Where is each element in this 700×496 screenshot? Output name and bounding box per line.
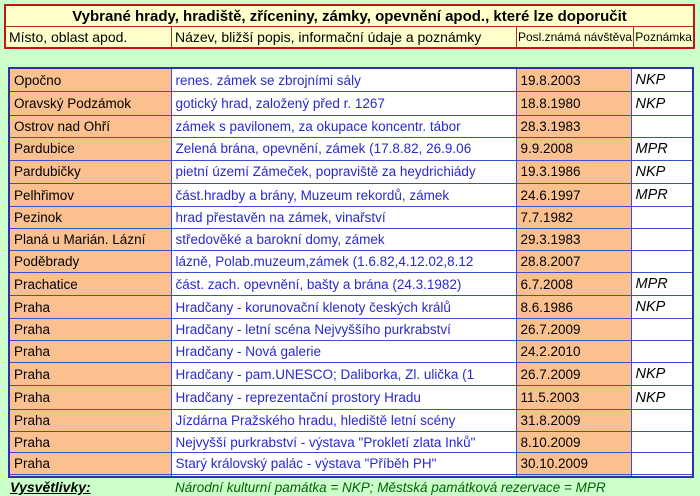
legend-text: Národní kulturní památka = NKP; Městská památková rezervace = MPR <box>175 480 606 495</box>
place-cell: Oravský Podzámok <box>9 92 171 115</box>
column-header-description: Název, bližší popis, informační údaje a poznámky <box>171 27 516 49</box>
description-cell: renes. zámek se zbrojními sály <box>171 68 516 92</box>
table-row <box>9 386 693 409</box>
table-row <box>9 453 693 475</box>
place-cell: Pezinok <box>9 207 171 229</box>
description-cell: zámek s pavilonem, za okupace koncentr. tábor <box>171 115 516 137</box>
note-cell: MPR <box>631 272 693 295</box>
visit-date-cell: 26.7.2009 <box>516 363 631 386</box>
description-cell: část.hradby a brány, Muzeum rekordů, zámek <box>171 184 516 207</box>
table-row <box>9 363 693 386</box>
visit-date-cell: 28.8.2007 <box>516 251 631 273</box>
place-cell: Praha <box>9 363 171 386</box>
title-table <box>4 4 695 49</box>
place-cell: Praha <box>9 296 171 319</box>
table-row <box>9 92 693 115</box>
visit-date-cell: 18.8.1980 <box>516 92 631 115</box>
column-header-note: Poznámka <box>634 27 694 49</box>
note-cell: NKP <box>631 160 693 183</box>
note-cell <box>631 251 693 273</box>
visit-date-cell: 8.6.1986 <box>516 296 631 319</box>
place-cell: Praha <box>9 453 171 475</box>
visit-date-cell <box>516 475 631 477</box>
description-cell: středověké a barokní domy, zámek <box>171 229 516 251</box>
note-cell: NKP <box>631 296 693 319</box>
place-cell: Ostrov nad Ohří <box>9 115 171 137</box>
place-cell: Planá u Marián. Lázní <box>9 229 171 251</box>
place-cell: Praha <box>9 386 171 409</box>
note-cell <box>631 207 693 229</box>
note-cell <box>631 319 693 341</box>
table-row <box>9 184 693 207</box>
description-cell: Hradčany - korunovační klenoty českých králů <box>171 296 516 319</box>
table-row <box>9 319 693 341</box>
description-cell: hrad přestavěn na zámek, vinařství <box>171 207 516 229</box>
place-cell: Pardubičky <box>9 160 171 183</box>
visit-date-cell: 30.10.2009 <box>516 453 631 475</box>
description-cell: Nejvyšší purkrabství - výstava "Prokletí zlata Inků" <box>171 431 516 453</box>
table-row <box>9 160 693 183</box>
place-cell: Pelhřimov <box>9 184 171 207</box>
note-cell <box>631 431 693 453</box>
place-cell: Pardubice <box>9 137 171 160</box>
visit-date-cell: 7.7.1982 <box>516 207 631 229</box>
note-cell: MPR <box>631 137 693 160</box>
description-cell: pietní území Zámeček, popraviště za heydrichiády <box>171 160 516 183</box>
note-cell: MPR <box>631 184 693 207</box>
castle-table <box>8 67 694 478</box>
table-row <box>9 251 693 273</box>
visit-date-cell: 31.8.2009 <box>516 409 631 431</box>
table-row <box>9 475 693 477</box>
place-cell: Praha <box>9 319 171 341</box>
visit-date-cell: 19.3.1986 <box>516 160 631 183</box>
description-cell: Jízdárna Pražského hradu, hlediště letní scény <box>171 409 516 431</box>
castle-table-body <box>9 68 693 477</box>
place-cell: Poděbrady <box>9 251 171 273</box>
title-row <box>5 5 694 27</box>
table-row <box>9 115 693 137</box>
column-header-last-visit: Posl.známá návštěva <box>516 27 633 49</box>
table-row <box>9 272 693 295</box>
table-row <box>9 431 693 453</box>
note-cell <box>631 475 693 477</box>
note-cell: NKP <box>631 92 693 115</box>
visit-date-cell: 28.3.1983 <box>516 115 631 137</box>
description-cell: gotický hrad, založený před r. 1267 <box>171 92 516 115</box>
visit-date-cell: 26.7.2009 <box>516 319 631 341</box>
description-cell: Hradčany - pam.UNESCO; Daliborka, Zl. ulička (1 <box>171 363 516 386</box>
note-cell <box>631 115 693 137</box>
table-row <box>9 229 693 251</box>
table-row <box>9 68 693 92</box>
place-cell: Prachatice <box>9 272 171 295</box>
note-cell: NKP <box>631 363 693 386</box>
description-cell: Hradčany - reprezentační prostory Hradu <box>171 386 516 409</box>
column-header-row <box>5 27 694 49</box>
description-cell <box>171 475 516 477</box>
table-row <box>9 296 693 319</box>
page-title: Vybrané hrady, hradiště, zříceniny, zámky, opevnění apod., které lze doporučit <box>5 5 694 27</box>
place-cell: Opočno <box>9 68 171 92</box>
visit-date-cell: 6.7.2008 <box>516 272 631 295</box>
visit-date-cell: 24.2.2010 <box>516 341 631 363</box>
description-cell: lázně, Polab.muzeum,zámek (1.6.82,4.12.02,8.12 <box>171 251 516 273</box>
place-cell: Praha <box>9 409 171 431</box>
note-cell <box>631 409 693 431</box>
description-cell: Hradčany - Nová galerie <box>171 341 516 363</box>
visit-date-cell: 24.6.1997 <box>516 184 631 207</box>
table-row <box>9 409 693 431</box>
visit-date-cell: 8.10.2009 <box>516 431 631 453</box>
table-row <box>9 207 693 229</box>
description-cell: Zelená brána, opevnění, zámek (17.8.82, 26.9.06 <box>171 137 516 160</box>
legend-label: Vysvětlivky: <box>10 479 91 495</box>
table-row <box>9 341 693 363</box>
note-cell <box>631 341 693 363</box>
place-cell: Praha <box>9 431 171 453</box>
visit-date-cell: 9.9.2008 <box>516 137 631 160</box>
visit-date-cell: 19.8.2003 <box>516 68 631 92</box>
table-row <box>9 137 693 160</box>
note-cell: NKP <box>631 68 693 92</box>
place-cell: Praha <box>9 341 171 363</box>
note-cell <box>631 229 693 251</box>
column-header-place: Místo, oblast apod. <box>5 27 171 49</box>
visit-date-cell: 29.3.1983 <box>516 229 631 251</box>
place-cell <box>9 475 171 477</box>
note-cell: NKP <box>631 386 693 409</box>
description-cell: Hradčany - letní scéna Nejvyššího purkrabství <box>171 319 516 341</box>
description-cell: Starý královský palác - výstava "Příběh PH" <box>171 453 516 475</box>
description-cell: část. zach. opevnění, bašty a brána (24.3.1982) <box>171 272 516 295</box>
visit-date-cell: 11.5.2003 <box>516 386 631 409</box>
note-cell <box>631 453 693 475</box>
